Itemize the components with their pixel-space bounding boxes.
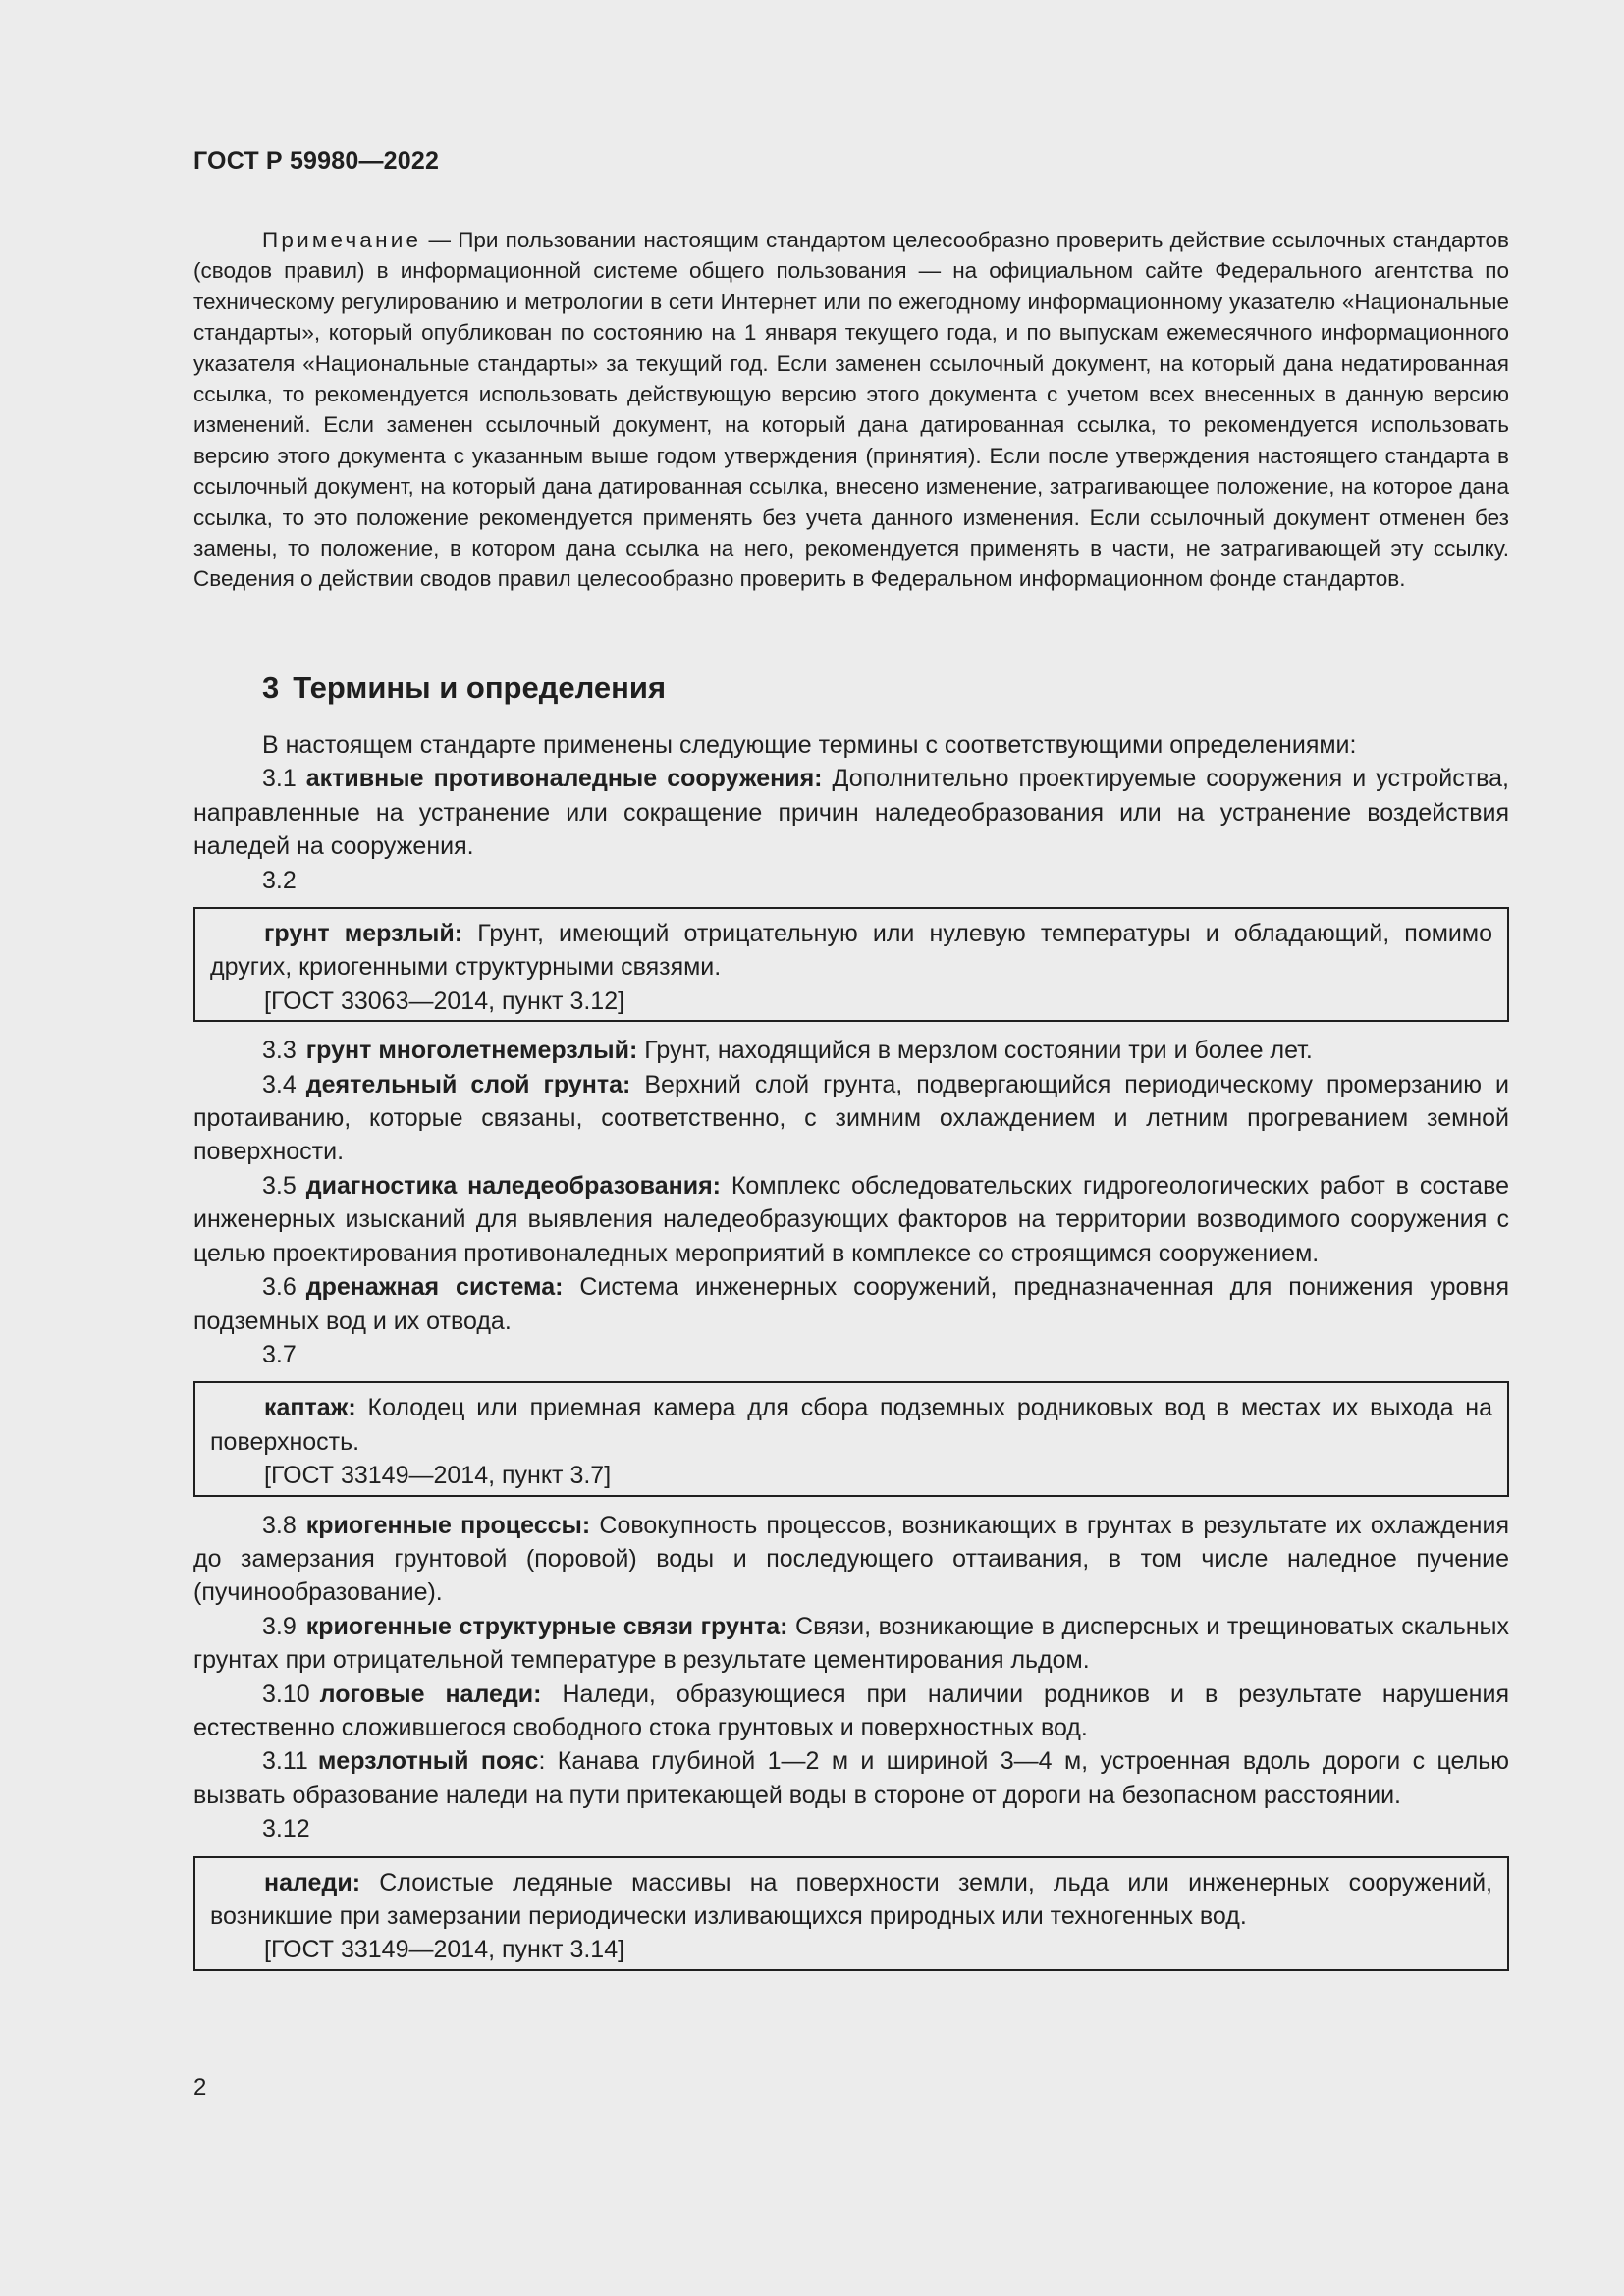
- quoted-term-box-3-2: [193, 907, 1509, 1022]
- term-number: 3.9: [262, 1612, 297, 1640]
- section-intro: В настоящем стандарте применены следующие термины с соответствующими определениями:: [262, 731, 1357, 759]
- term-definition: Грунт, находящийся в мерзлом состоянии три и более лет.: [637, 1037, 1313, 1065]
- term-number: 3.4: [262, 1070, 297, 1098]
- quoted-term-box-3-12: [193, 1856, 1509, 1971]
- term-entry-3-5: [193, 1169, 1509, 1270]
- page-number: 2: [193, 2074, 207, 2101]
- note-label: Примечание: [262, 228, 422, 252]
- term-name: мерзлотный пояс: [317, 1747, 539, 1776]
- term-name: деятельный слой грунта:: [305, 1070, 631, 1098]
- terms-list: [193, 728, 1509, 1983]
- term-source-reference: [ГОСТ 33149—2014, пункт 3.7]: [264, 1462, 612, 1490]
- term-entry-3-6: [193, 1270, 1509, 1338]
- term-source-reference: [ГОСТ 33063—2014, пункт 3.12]: [264, 987, 625, 1015]
- note-dash: —: [421, 228, 459, 252]
- term-name: логовые наледи:: [319, 1680, 542, 1708]
- term-number-3-2: 3.2: [262, 866, 297, 894]
- term-definition: Комплекс обследовательских гидрогеологических работ в составе инженерных изысканий для выявления наледеобразующих факторов на территории возводимого сооружения с целью проектирования противоналедных мероприятий в комплексе со строящимся сооружением.: [193, 1171, 1509, 1267]
- term-name: грунт мерзлый:: [264, 920, 463, 948]
- term-definition: Дополнительно проектируемые сооружения и устройства, направленные на устранение или сокращение причин наледеобразования или на устранение воздействия наледей на сооружения.: [193, 765, 1510, 861]
- term-entry-3-10: [193, 1678, 1509, 1745]
- term-definition: Верхний слой грунта, подвергающийся периодическому промерзанию и протаиванию, которые связаны, соответственно, с зимним охлаждением и летним прогреванием земной поверхности.: [193, 1070, 1509, 1166]
- term-number: 3.1: [262, 765, 297, 793]
- term-number: 3.5: [262, 1171, 297, 1200]
- term-definition: Слоистые ледяные массивы на поверхности земли, льда или инженерных сооружений, возникшие при замерзании периодически изливающихся природных или техногенных вод.: [210, 1868, 1492, 1930]
- term-definition: Грунт, имеющий отрицательную или нулевую температуры и обладающий, помимо других, криогенными структурными связями.: [210, 920, 1492, 982]
- document-code-header: ГОСТ Р 59980—2022: [193, 147, 440, 175]
- quoted-term-box-3-7: [193, 1381, 1509, 1496]
- term-definition: Связи, возникающие в дисперсных и трещиноватых скальных грунтах при отрицательной температуре в результате цементирования льдом.: [193, 1612, 1509, 1675]
- section-title: [262, 670, 666, 706]
- section-title-text: Термины и определения: [293, 670, 667, 705]
- term-definition: : Канава глубиной 1—2 м и шириной 3—4 м, устроенная вдоль дороги с целью вызвать образование наледи на пути притекающей воды в стороне от дороги на безопасном расстоянии.: [193, 1747, 1509, 1809]
- term-entry-3-12: [210, 1866, 1492, 1934]
- term-number: 3.8: [262, 1511, 297, 1539]
- term-name: криогенные процессы:: [305, 1511, 591, 1539]
- term-number: 3.11: [262, 1747, 308, 1776]
- term-definition: Наледи, образующиеся при наличии родников и в результате нарушения естественно сложившегося свободного стока грунтовых и поверхностных вод.: [193, 1680, 1509, 1741]
- term-number-3-12: 3.12: [262, 1815, 310, 1843]
- term-entry-3-9: [193, 1610, 1509, 1678]
- term-entry-3-1: [193, 762, 1509, 863]
- term-name: грунт многолетнемерзлый:: [305, 1037, 638, 1065]
- term-entry-3-2: [210, 917, 1492, 985]
- reference-note: [193, 225, 1509, 595]
- term-name: наледи:: [264, 1868, 361, 1896]
- term-name: диагностика наледеобразования:: [305, 1171, 721, 1200]
- term-name: активные противоналедные сооружения:: [305, 765, 823, 793]
- term-entry-3-11: [193, 1744, 1509, 1812]
- term-definition: Система инженерных сооружений, предназначенная для понижения уровня подземных вод и их отвода.: [193, 1273, 1510, 1335]
- term-definition: Совокупность процессов, возникающих в грунтах в результате их охлаждения до замерзания грунтовой (поровой) воды и последующего оттаивания, в том числе наледное пучение (пучинообразование).: [193, 1511, 1509, 1607]
- term-source-reference: [ГОСТ 33149—2014, пункт 3.14]: [264, 1936, 625, 1964]
- term-number-3-7: 3.7: [262, 1340, 297, 1368]
- term-entry-3-4: [193, 1068, 1509, 1169]
- section-number: 3: [262, 670, 280, 705]
- term-number: 3.10: [262, 1680, 310, 1708]
- term-entry-3-3: [193, 1034, 1509, 1067]
- note-text: При пользовании настоящим стандартом целесообразно проверить действие ссылочных стандартов (сводов правил) в информационной системе общего пользования — на официальном сайте Федерального агентства по техническому регулированию и метрологии в сети Интернет или по ежегодному информационному указателю «Национальные стандарты», который опубликован по состоянию на 1 января текущего года, и по выпускам ежемесячного информационного указателя «Национальные стандарты» за текущий год. Если заменен ссылочный документ, на который дана недатированная ссылка, то рекомендуется использовать действующую версию этого документа с учетом всех внесенных в данную версию изменений. Если заменен ссылочный документ, на который дана датированная ссылка, то рекомендуется использовать версию этого документа с указанным выше годом утверждения (принятия). Если после утверждения настоящего стандарта в ссылочный документ, на который дана датированная ссылка, внесено изменение, затрагивающее положение, на которое дана ссылка, то это положение рекомендуется применять без учета данного изменения. Если ссылочный документ отменен без замены, то положение, в котором дана ссылка на него, рекомендуется применять в части, не затрагивающей эту ссылку. Сведения о действии сводов правил целесообразно проверить в Федеральном информационном фонде стандартов.: [193, 228, 1509, 592]
- term-number: 3.3: [262, 1037, 297, 1065]
- term-name: каптаж:: [264, 1394, 356, 1422]
- term-number: 3.6: [262, 1273, 297, 1302]
- term-entry-3-7: [210, 1391, 1492, 1459]
- term-name: криогенные структурные связи грунта:: [305, 1612, 788, 1640]
- term-definition: Колодец или приемная камера для сбора подземных родниковых вод в местах их выхода на поверхность.: [210, 1394, 1492, 1456]
- term-name: дренажная система:: [305, 1273, 564, 1302]
- term-entry-3-8: [193, 1509, 1509, 1610]
